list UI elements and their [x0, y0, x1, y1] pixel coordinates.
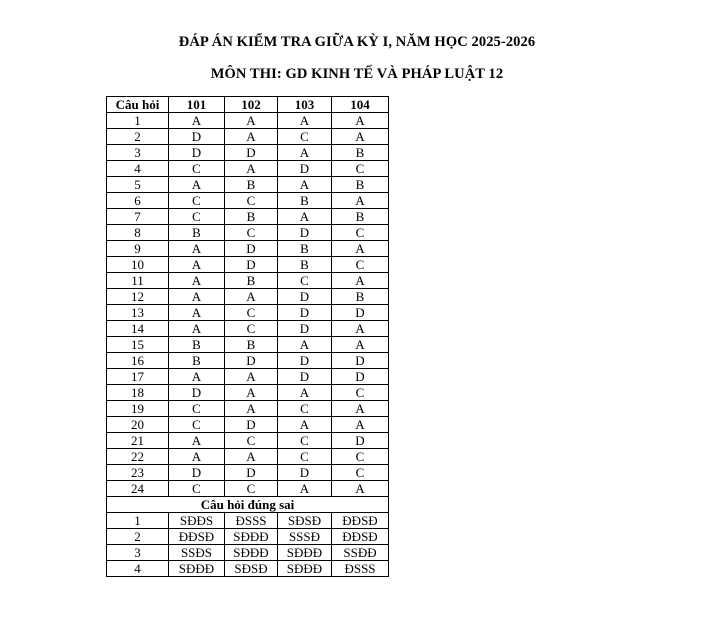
answer-cell: A — [278, 177, 332, 193]
answer-cell: D — [225, 417, 278, 433]
question-number-cell: 1 — [107, 113, 169, 129]
answer-cell: D — [278, 353, 332, 369]
answer-cell: A — [169, 289, 225, 305]
answer-cell: C — [332, 465, 389, 481]
header-question: Câu hỏi — [107, 97, 169, 113]
question-number-cell: 8 — [107, 225, 169, 241]
answer-cell: SĐĐĐ — [278, 545, 332, 561]
question-number-cell: 5 — [107, 177, 169, 193]
question-number-cell: 7 — [107, 209, 169, 225]
answer-cell: C — [278, 273, 332, 289]
answer-cell: C — [332, 225, 389, 241]
answer-cell: C — [169, 161, 225, 177]
tf-body — [107, 513, 389, 577]
header-code-103: 103 — [278, 97, 332, 113]
answer-cell: A — [332, 193, 389, 209]
mcq-row — [107, 321, 389, 337]
answer-cell: A — [332, 273, 389, 289]
answer-cell: C — [169, 417, 225, 433]
answer-cell: A — [332, 321, 389, 337]
mcq-body — [107, 113, 389, 497]
answer-cell: A — [278, 385, 332, 401]
answer-cell: A — [225, 449, 278, 465]
answer-cell: D — [278, 465, 332, 481]
answer-cell: A — [225, 113, 278, 129]
answer-cell: ĐĐSĐ — [332, 529, 389, 545]
header-code-104: 104 — [332, 97, 389, 113]
question-number-cell: 4 — [107, 561, 169, 577]
answer-cell: A — [332, 113, 389, 129]
answer-cell: ĐĐSĐ — [332, 513, 389, 529]
answer-cell: C — [169, 209, 225, 225]
answer-cell: D — [225, 353, 278, 369]
answer-cell: B — [332, 145, 389, 161]
answer-cell: D — [169, 129, 225, 145]
answer-cell: D — [332, 369, 389, 385]
answer-cell: C — [169, 481, 225, 497]
answer-cell: A — [169, 305, 225, 321]
answer-cell: A — [169, 369, 225, 385]
answer-table — [106, 96, 389, 577]
mcq-row — [107, 129, 389, 145]
answer-cell: A — [278, 481, 332, 497]
answer-cell: C — [332, 449, 389, 465]
answer-cell: C — [225, 433, 278, 449]
tf-row — [107, 513, 389, 529]
answer-cell: D — [169, 465, 225, 481]
answer-cell: D — [278, 305, 332, 321]
tf-row — [107, 545, 389, 561]
question-number-cell: 22 — [107, 449, 169, 465]
question-number-cell: 15 — [107, 337, 169, 353]
answer-cell: B — [225, 337, 278, 353]
answer-cell: A — [278, 145, 332, 161]
answer-cell: B — [225, 209, 278, 225]
mcq-row — [107, 385, 389, 401]
answer-cell: C — [169, 401, 225, 417]
answer-cell: C — [225, 225, 278, 241]
mcq-row — [107, 289, 389, 305]
answer-cell: A — [169, 177, 225, 193]
answer-cell: B — [225, 273, 278, 289]
answer-cell: A — [169, 113, 225, 129]
document-title: ĐÁP ÁN KIỂM TRA GIỮA KỲ I, NĂM HỌC 2025-2026 — [178, 34, 536, 50]
answer-cell: SĐĐĐ — [169, 561, 225, 577]
question-number-cell: 1 — [107, 513, 169, 529]
question-number-cell: 10 — [107, 257, 169, 273]
answer-cell: D — [225, 257, 278, 273]
answer-cell: SSĐS — [169, 545, 225, 561]
answer-cell: C — [169, 193, 225, 209]
answer-cell: D — [278, 321, 332, 337]
answer-cell: B — [278, 257, 332, 273]
mcq-row — [107, 257, 389, 273]
answer-cell: SĐĐĐ — [225, 529, 278, 545]
mcq-row — [107, 209, 389, 225]
tf-section-row — [107, 497, 389, 513]
question-number-cell: 11 — [107, 273, 169, 289]
answer-cell: D — [332, 353, 389, 369]
answer-cell: C — [225, 305, 278, 321]
answer-cell: D — [332, 433, 389, 449]
answer-cell: A — [278, 113, 332, 129]
answer-cell: B — [169, 353, 225, 369]
mcq-row — [107, 465, 389, 481]
answer-cell: C — [332, 385, 389, 401]
answer-cell: D — [225, 241, 278, 257]
mcq-row — [107, 241, 389, 257]
answer-cell: A — [278, 417, 332, 433]
answer-cell: D — [225, 465, 278, 481]
answer-cell: SĐĐĐ — [278, 561, 332, 577]
answer-cell: ĐSSS — [225, 513, 278, 529]
mcq-row — [107, 225, 389, 241]
answer-cell: A — [169, 321, 225, 337]
answer-cell: C — [225, 321, 278, 337]
question-number-cell: 23 — [107, 465, 169, 481]
answer-cell: A — [225, 289, 278, 305]
question-number-cell: 19 — [107, 401, 169, 417]
mcq-row — [107, 401, 389, 417]
answer-cell: ĐSSS — [332, 561, 389, 577]
answer-cell: D — [278, 161, 332, 177]
answer-cell: D — [225, 145, 278, 161]
document-subtitle: MÔN THI: GD KINH TẾ VÀ PHÁP LUẬT 12 — [210, 66, 504, 82]
question-number-cell: 17 — [107, 369, 169, 385]
answer-cell: A — [169, 449, 225, 465]
answer-cell: C — [278, 433, 332, 449]
question-number-cell: 9 — [107, 241, 169, 257]
answer-cell: A — [278, 337, 332, 353]
question-number-cell: 21 — [107, 433, 169, 449]
answer-cell: C — [278, 129, 332, 145]
mcq-row — [107, 177, 389, 193]
mcq-row — [107, 449, 389, 465]
answer-cell: A — [332, 241, 389, 257]
mcq-row — [107, 481, 389, 497]
answer-cell: A — [278, 209, 332, 225]
answer-cell: SĐSĐ — [225, 561, 278, 577]
question-number-cell: 14 — [107, 321, 169, 337]
answer-cell: A — [332, 417, 389, 433]
mcq-row — [107, 433, 389, 449]
answer-cell: B — [169, 225, 225, 241]
answer-cell: A — [169, 241, 225, 257]
mcq-row — [107, 193, 389, 209]
tf-section-label: Câu hỏi đúng sai — [107, 497, 389, 513]
question-number-cell: 2 — [107, 129, 169, 145]
tf-row — [107, 561, 389, 577]
answer-cell: C — [332, 257, 389, 273]
answer-cell: A — [169, 273, 225, 289]
mcq-row — [107, 145, 389, 161]
answer-cell: ĐĐSĐ — [169, 529, 225, 545]
mcq-row — [107, 161, 389, 177]
question-number-cell: 4 — [107, 161, 169, 177]
answer-cell: D — [278, 369, 332, 385]
answer-cell: SĐSĐ — [278, 513, 332, 529]
answer-cell: B — [332, 209, 389, 225]
mcq-row — [107, 353, 389, 369]
answer-cell: A — [225, 129, 278, 145]
answer-cell: A — [225, 385, 278, 401]
answer-cell: B — [332, 289, 389, 305]
mcq-row — [107, 305, 389, 321]
answer-cell: A — [225, 369, 278, 385]
answer-cell: A — [225, 401, 278, 417]
question-number-cell: 16 — [107, 353, 169, 369]
answer-cell: C — [225, 481, 278, 497]
answer-cell: A — [169, 257, 225, 273]
answer-cell: D — [278, 225, 332, 241]
question-number-cell: 3 — [107, 545, 169, 561]
question-number-cell: 13 — [107, 305, 169, 321]
answer-cell: A — [332, 401, 389, 417]
answer-cell: B — [169, 337, 225, 353]
header-code-102: 102 — [225, 97, 278, 113]
header-row — [107, 97, 389, 113]
answer-cell: A — [332, 129, 389, 145]
question-number-cell: 20 — [107, 417, 169, 433]
answer-cell: SSSĐ — [278, 529, 332, 545]
question-number-cell: 24 — [107, 481, 169, 497]
answer-cell: B — [278, 193, 332, 209]
answer-cell: SĐĐS — [169, 513, 225, 529]
answer-cell: SSĐĐ — [332, 545, 389, 561]
answer-cell: D — [278, 289, 332, 305]
tf-row — [107, 529, 389, 545]
answer-cell: C — [278, 449, 332, 465]
question-number-cell: 2 — [107, 529, 169, 545]
answer-cell: A — [332, 481, 389, 497]
answer-cell: C — [225, 193, 278, 209]
answer-cell: D — [169, 145, 225, 161]
question-number-cell: 12 — [107, 289, 169, 305]
header-code-101: 101 — [169, 97, 225, 113]
mcq-row — [107, 369, 389, 385]
mcq-row — [107, 113, 389, 129]
answer-cell: C — [332, 161, 389, 177]
answer-cell: D — [332, 305, 389, 321]
answer-cell: D — [169, 385, 225, 401]
mcq-row — [107, 337, 389, 353]
question-number-cell: 6 — [107, 193, 169, 209]
answer-cell: B — [225, 177, 278, 193]
question-number-cell: 18 — [107, 385, 169, 401]
answer-cell: C — [278, 401, 332, 417]
question-number-cell: 3 — [107, 145, 169, 161]
answer-cell: SĐĐĐ — [225, 545, 278, 561]
mcq-row — [107, 417, 389, 433]
answer-cell: B — [332, 177, 389, 193]
answer-cell: A — [332, 337, 389, 353]
answer-cell: B — [278, 241, 332, 257]
answer-cell: A — [225, 161, 278, 177]
answer-cell: A — [169, 433, 225, 449]
mcq-row — [107, 273, 389, 289]
